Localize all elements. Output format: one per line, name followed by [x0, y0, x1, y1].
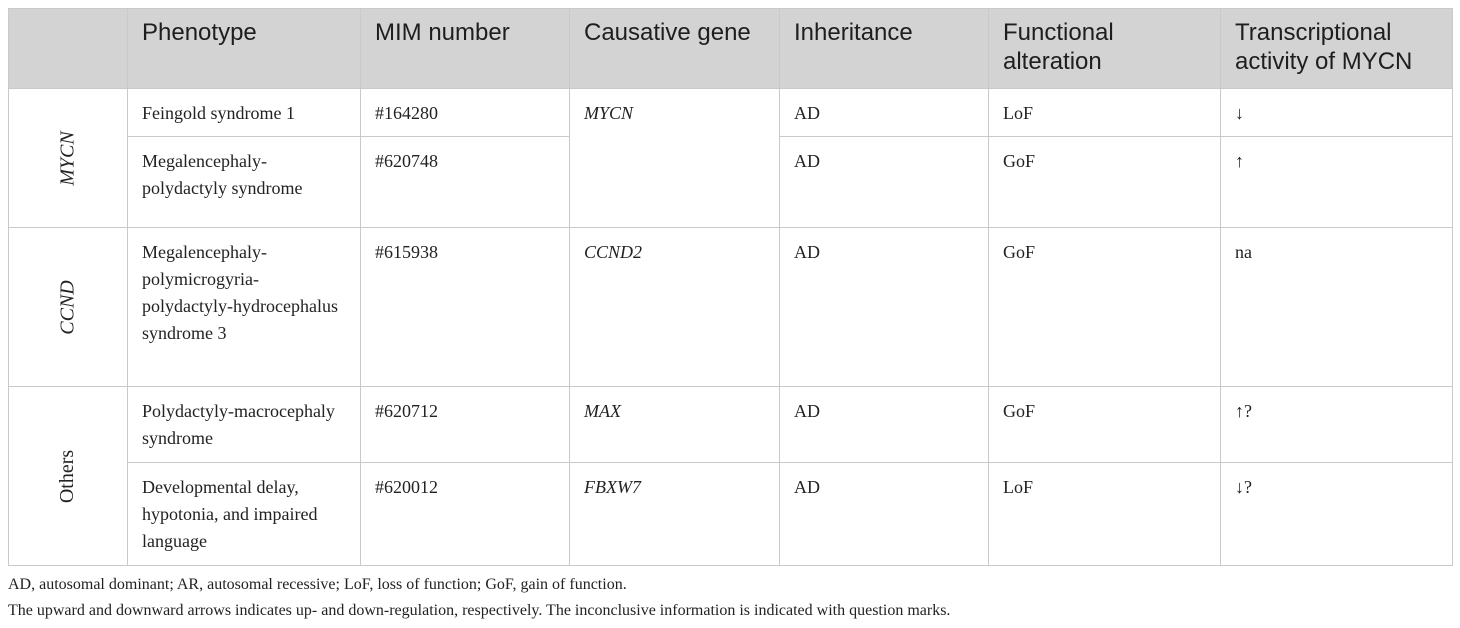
inheritance-cell: AD: [780, 89, 989, 137]
activity-cell: ↑?: [1221, 387, 1453, 463]
phenotype-cell: Developmental delay, hypotonia, and impaired language: [128, 463, 361, 566]
inheritance-cell: AD: [780, 228, 989, 387]
header-row: [9, 9, 1453, 89]
gene-cell: MAX: [570, 387, 780, 463]
table-row: [9, 228, 1453, 387]
phenotype-cell: Megalencephaly-polydactyly syndrome: [128, 137, 361, 228]
header-mim-number: MIM number: [361, 9, 570, 89]
footnote-arrows: The upward and downward arrows indicates up- and down-regulation, respectively. The inconclusive information is indicated with question marks.: [8, 602, 951, 619]
phenotype-table: [8, 8, 1453, 566]
alteration-cell: GoF: [989, 387, 1221, 463]
gene-cell: FBXW7: [570, 463, 780, 566]
alteration-cell: LoF: [989, 89, 1221, 137]
group-label-text: MYCN: [56, 130, 79, 186]
group-label-text: CCND: [56, 279, 79, 335]
group-label-text: Others: [56, 449, 79, 503]
group-label-others: [9, 387, 128, 566]
activity-cell: ↓?: [1221, 463, 1453, 566]
inheritance-cell: AD: [780, 137, 989, 228]
mim-cell: #615938: [361, 228, 570, 387]
header-transcriptional-activity: Transcriptional activity of MYCN: [1221, 9, 1453, 89]
activity-cell: ↓: [1221, 89, 1453, 137]
activity-cell: na: [1221, 228, 1453, 387]
phenotype-cell: Polydactyly-macrocephaly syndrome: [128, 387, 361, 463]
header-functional-alteration: Functional alteration: [989, 9, 1221, 89]
activity-cell: ↑: [1221, 137, 1453, 228]
table-footnotes: [8, 572, 1452, 624]
table-row: [9, 463, 1453, 566]
header-inheritance: Inheritance: [780, 9, 989, 89]
mim-cell: #164280: [361, 89, 570, 137]
phenotype-cell: Feingold syndrome 1: [128, 89, 361, 137]
group-label-ccnd: [9, 228, 128, 387]
phenotype-cell: Megalencephaly-polymicrogyria-polydactyly-hydrocephalus syndrome 3: [128, 228, 361, 387]
table-row: [9, 89, 1453, 137]
inheritance-cell: AD: [780, 463, 989, 566]
table-row: [9, 387, 1453, 463]
mim-cell: #620012: [361, 463, 570, 566]
alteration-cell: GoF: [989, 228, 1221, 387]
header-phenotype: Phenotype: [128, 9, 361, 89]
group-label-mycn: [9, 89, 128, 228]
header-causative-gene: Causative gene: [570, 9, 780, 89]
gene-cell: CCND2: [570, 228, 780, 387]
alteration-cell: LoF: [989, 463, 1221, 566]
footnote-abbreviations: AD, autosomal dominant; AR, autosomal recessive; LoF, loss of function; GoF, gain of function.: [8, 576, 627, 593]
alteration-cell: GoF: [989, 137, 1221, 228]
header-group: [9, 9, 128, 89]
gene-cell: MYCN: [570, 89, 780, 228]
inheritance-cell: AD: [780, 387, 989, 463]
mim-cell: #620712: [361, 387, 570, 463]
mim-cell: #620748: [361, 137, 570, 228]
